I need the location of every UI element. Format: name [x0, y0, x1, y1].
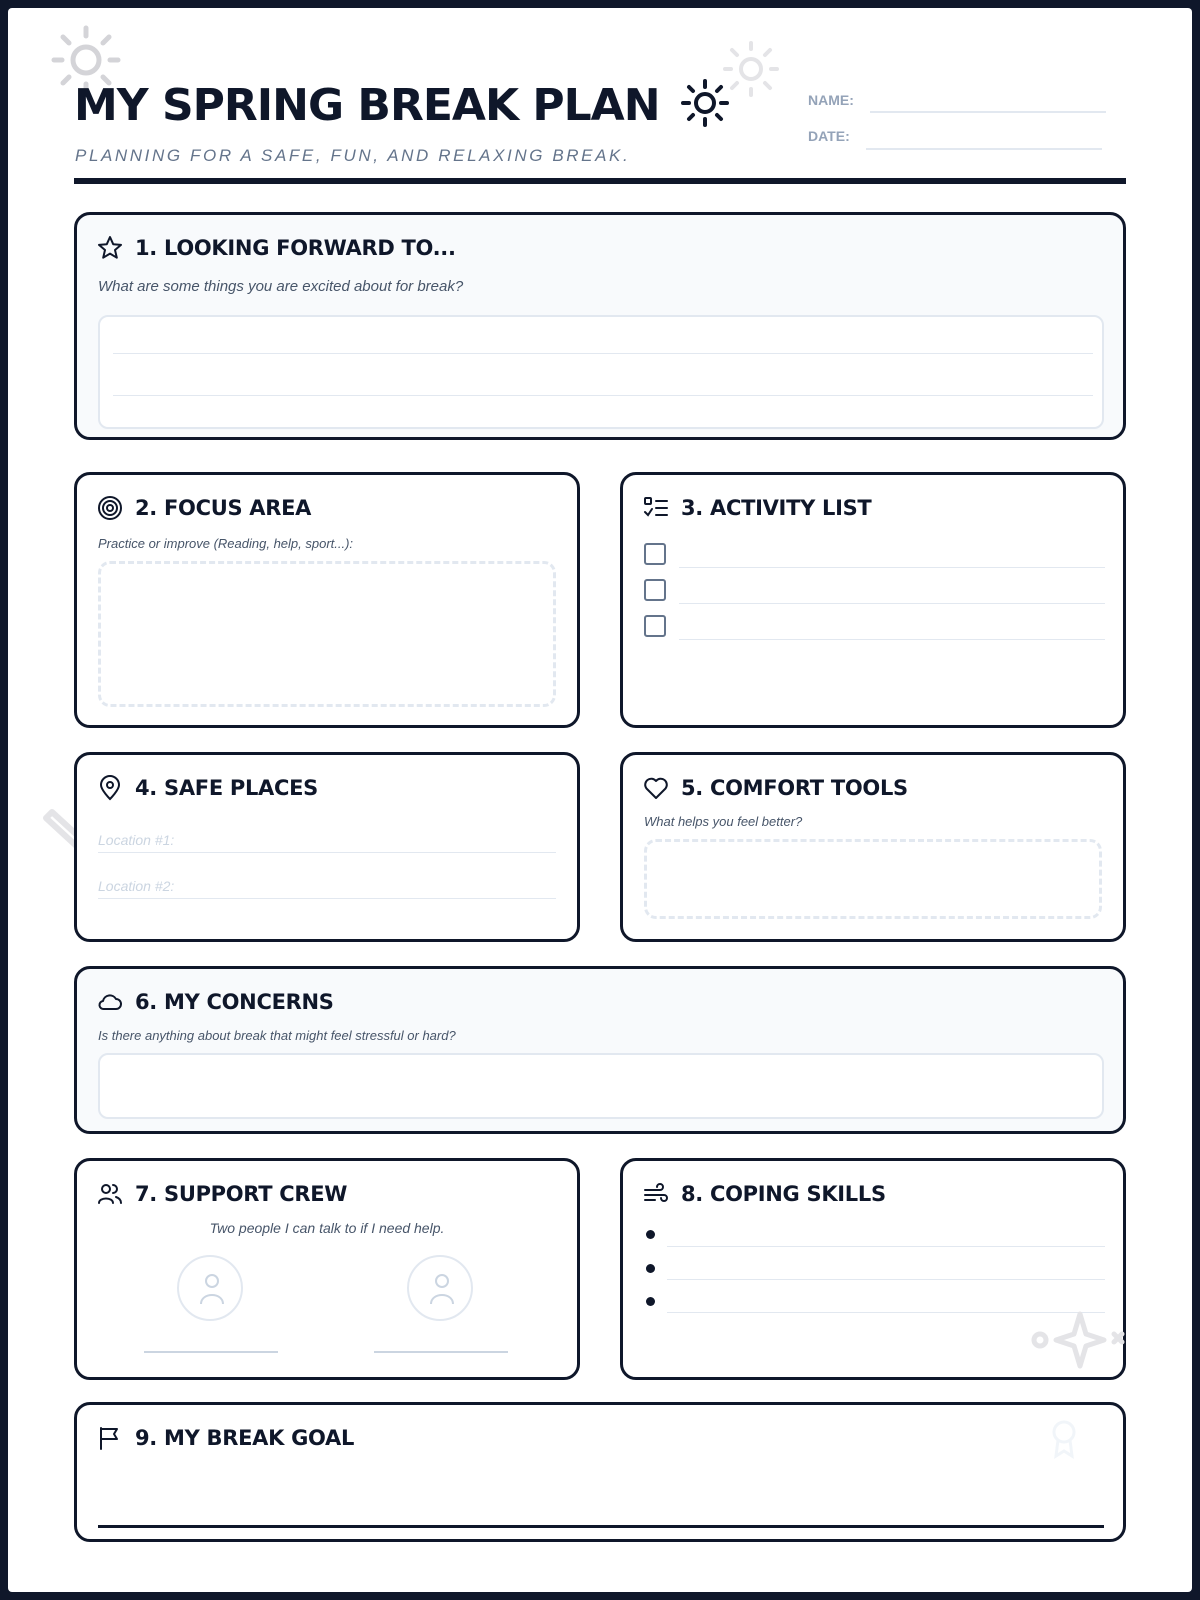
- section-activity-list: [620, 472, 1126, 728]
- section-support-crew: [74, 1158, 580, 1380]
- concerns-answer-box[interactable]: [98, 1053, 1104, 1119]
- flag-icon: [97, 1425, 123, 1451]
- bullet-point: [646, 1230, 655, 1239]
- person-icon: [428, 1272, 456, 1306]
- section-title: 1. LOOKING FORWARD TO...: [135, 236, 456, 260]
- bullet-point: [646, 1264, 655, 1273]
- excited-answer-box[interactable]: [98, 315, 1104, 429]
- star-icon: [97, 235, 123, 261]
- heart-icon: [643, 775, 669, 801]
- coping-line[interactable]: [667, 1279, 1105, 1280]
- sparkle-decoration-icon: [1028, 1308, 1128, 1374]
- map-pin-icon: [97, 775, 123, 801]
- name-label: NAME:: [808, 92, 854, 108]
- location-line[interactable]: [98, 852, 556, 853]
- page-title: MY SPRING BREAK PLAN: [74, 80, 660, 131]
- section-break-goal: [74, 1402, 1126, 1542]
- section-title: 3. ACTIVITY LIST: [681, 496, 872, 520]
- location-label: Location #2:: [98, 878, 175, 894]
- section-prompt: Two people I can talk to if I need help.: [209, 1220, 445, 1236]
- section-concerns: [74, 966, 1126, 1134]
- avatar: [177, 1255, 243, 1321]
- section-prompt: Practice or improve (Reading, help, sport...):: [98, 536, 354, 551]
- activity-line[interactable]: [679, 567, 1105, 568]
- target-icon: [97, 495, 123, 521]
- section-title: 6. MY CONCERNS: [135, 990, 334, 1014]
- section-title: 8. COPING SKILLS: [681, 1182, 886, 1206]
- section-safe-places: [74, 752, 580, 942]
- section-comfort-tools: [620, 752, 1126, 942]
- section-looking-forward: [74, 212, 1126, 440]
- writing-line: [113, 395, 1093, 396]
- sun-icon: [680, 78, 730, 128]
- section-title: 5. COMFORT TOOLS: [681, 776, 908, 800]
- activity-checkbox[interactable]: [644, 579, 666, 601]
- support-person-line[interactable]: [144, 1351, 278, 1353]
- location-line[interactable]: [98, 898, 556, 899]
- activity-checkbox[interactable]: [644, 543, 666, 565]
- date-label: DATE:: [808, 128, 850, 144]
- focus-answer-box[interactable]: [98, 561, 556, 707]
- checklist-icon: [643, 495, 669, 521]
- section-title: 4. SAFE PLACES: [135, 776, 318, 800]
- coping-line[interactable]: [667, 1246, 1105, 1247]
- award-ribbon-icon: [1049, 1419, 1079, 1459]
- section-prompt: Is there anything about break that might feel stressful or hard?: [98, 1028, 456, 1043]
- date-field[interactable]: [866, 148, 1102, 150]
- activity-line[interactable]: [679, 639, 1105, 640]
- activity-checkbox[interactable]: [644, 615, 666, 637]
- person-icon: [198, 1272, 226, 1306]
- name-field[interactable]: [870, 111, 1106, 113]
- section-title: 2. FOCUS AREA: [135, 496, 312, 520]
- sun-decoration-icon: [721, 39, 781, 99]
- section-prompt: What helps you feel better?: [644, 814, 803, 829]
- activity-line[interactable]: [679, 603, 1105, 604]
- header-divider: [74, 178, 1126, 184]
- cloud-icon: [97, 989, 123, 1015]
- section-focus-area: [74, 472, 580, 728]
- page-subtitle: PLANNING FOR A SAFE, FUN, AND RELAXING BREAK.: [75, 146, 631, 165]
- bullet-point: [646, 1297, 655, 1306]
- location-label: Location #1:: [98, 832, 175, 848]
- section-title: 9. MY BREAK GOAL: [135, 1426, 355, 1450]
- users-icon: [97, 1181, 123, 1207]
- avatar: [407, 1255, 473, 1321]
- support-person-line[interactable]: [374, 1351, 508, 1353]
- writing-line: [113, 353, 1093, 354]
- section-title: 7. SUPPORT CREW: [135, 1182, 348, 1206]
- goal-answer-line[interactable]: [98, 1525, 1104, 1528]
- section-prompt: What are some things you are excited about for break?: [98, 278, 464, 295]
- wind-icon: [643, 1181, 669, 1207]
- comfort-answer-box[interactable]: [644, 839, 1102, 919]
- worksheet-page: [8, 8, 1192, 1592]
